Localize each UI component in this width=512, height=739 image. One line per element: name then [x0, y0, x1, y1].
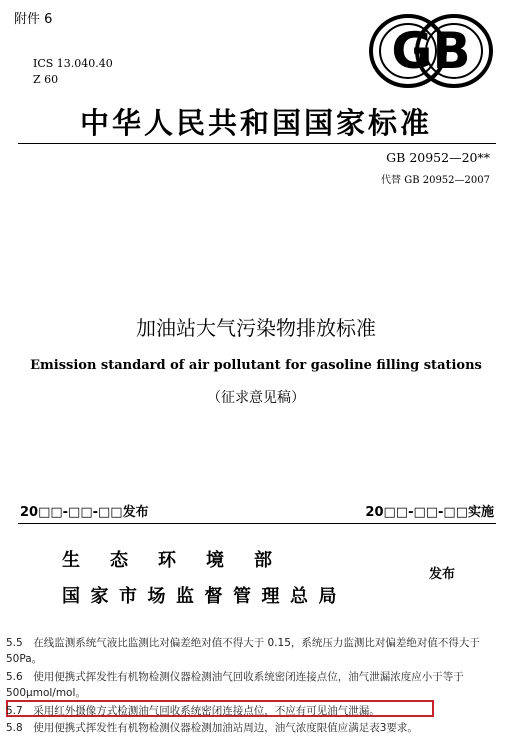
gb-logo — [367, 12, 495, 90]
clause-5-8: 5.8 使用便携式挥发性有机物检测仪器检测加油站周边，油气浓度限值应满足表3要求。 — [6, 722, 418, 734]
attachment-label: 附件 6 — [14, 12, 53, 27]
standard-number: GB 20952—20** — [386, 150, 490, 165]
header-rule — [18, 143, 496, 144]
gb-logo-text: GB — [391, 22, 471, 80]
replaces-note: 代替 GB 20952—2007 — [381, 175, 490, 186]
draft-note: （征求意见稿） — [207, 390, 305, 406]
classification-code: Z 60 — [33, 73, 59, 86]
implement-date: 20□□-□□-□□实施 — [365, 505, 494, 520]
issue-date: 20□□-□□-□□发布 — [20, 505, 149, 520]
clause-5-7: 5.7 采用红外摄像方式检测油气回收系统密闭连接点位，不应有可见油气泄漏。 — [6, 705, 380, 717]
date-rule — [18, 523, 496, 524]
clause-5-5: 5.5 在线监测系统气液比监测比对偏差绝对值不得大于 0.15，系统压力监测比对偏差绝对值不得大于 50Pa。 — [6, 637, 480, 665]
issuer-ministry: 生态环境部 — [62, 550, 302, 571]
clause-5-6: 5.6 使用便携式挥发性有机物检测仪器检测油气回收系统密闭连接点位，油气泄漏浓度应小于等于 500μmol/mol。 — [6, 671, 464, 699]
national-standard-title: 中华人民共和国国家标准 — [79, 106, 432, 140]
issuer-administration: 国家市场监督管理总局 — [62, 586, 347, 607]
publish-label: 发布 — [429, 567, 456, 582]
document-title-cn: 加油站大气污染物排放标准 — [136, 316, 376, 340]
document-title-en: Emission standard of air pollutant for gasoline filling stations — [30, 358, 482, 373]
ics-code: ICS 13.040.40 — [33, 57, 113, 70]
